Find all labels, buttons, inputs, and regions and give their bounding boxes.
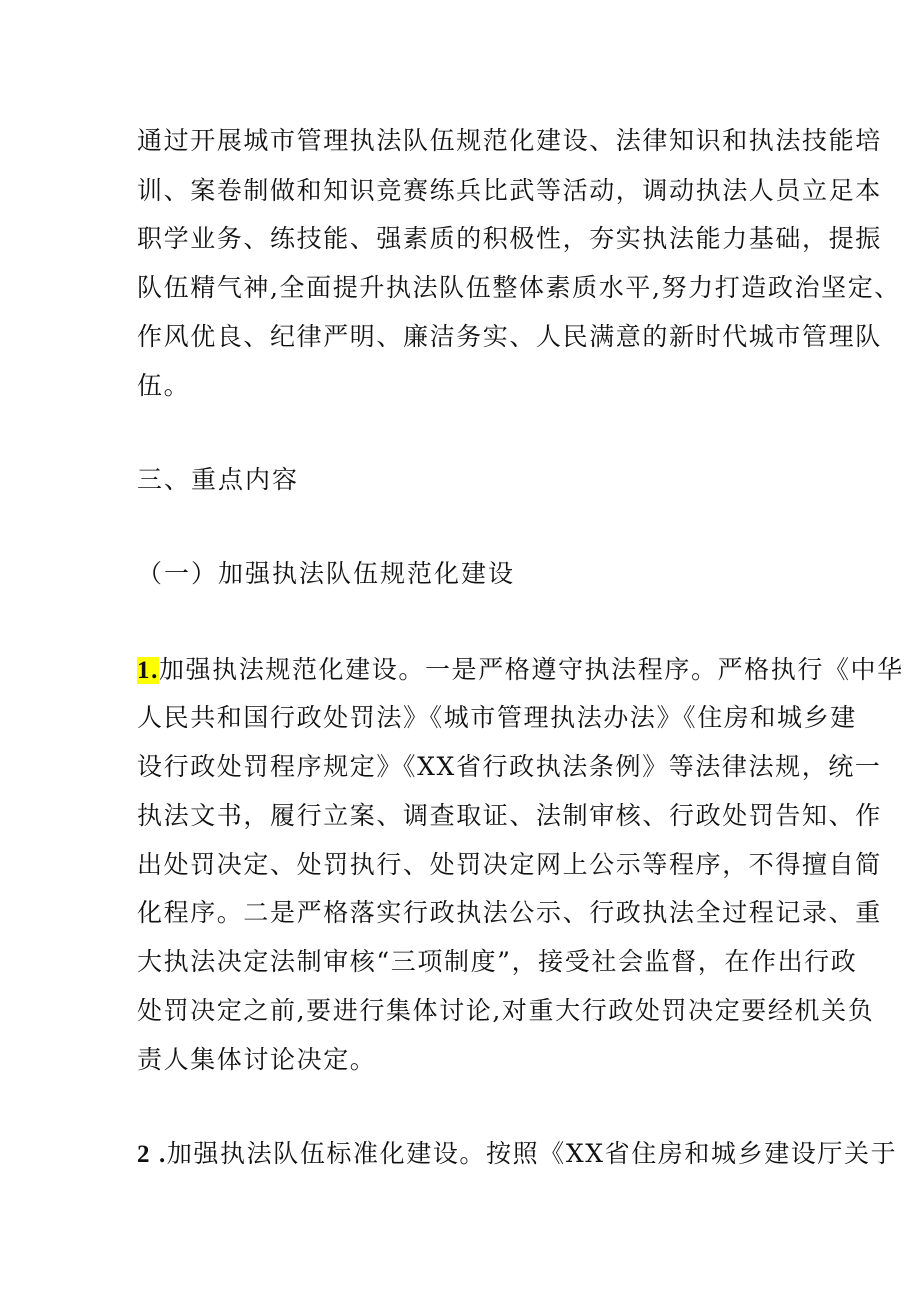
paragraph-line: 队伍精气神,全面提升执法队伍整体素质水平,努力打造政治坚定、 bbox=[137, 273, 901, 302]
item-1-first-line bbox=[137, 653, 904, 688]
item-1-number: 1. bbox=[137, 657, 159, 684]
subsection-heading: （一）加强执法队伍规范化建设 bbox=[137, 559, 516, 588]
item-2-first-line-text: 加强执法队伍标准化建设。按照《XX省住房和城乡建设厅关于 bbox=[166, 1139, 898, 1168]
section-heading: 三、重点内容 bbox=[137, 465, 300, 494]
paragraph-line: 作风优良、纪律严明、廉洁务实、人民满意的新时代城市管理队 bbox=[137, 322, 882, 351]
paragraph-line: 职学业务、练技能、强素质的积极性，夯实执法能力基础，提振 bbox=[137, 224, 882, 253]
paragraph-line: 设行政处罚程序规定》《XX省行政执法条例》等法律法规，统一 bbox=[137, 752, 882, 781]
paragraph-line: 化程序。二是严格落实行政执法公示、行政执法全过程记录、重 bbox=[137, 898, 882, 927]
item-2-first-line bbox=[137, 1137, 898, 1172]
paragraph-line: 通过开展城市管理执法队伍规范化建设、法律知识和执法技能培 bbox=[137, 126, 882, 155]
paragraph-line: 执法文书，履行立案、调查取证、法制审核、行政处罚告知、作 bbox=[137, 801, 882, 830]
paragraph-line: 处罚决定之前,要进行集体讨论,对重大行政处罚决定要经机关负 bbox=[137, 996, 875, 1025]
item-2-number: 2 . bbox=[137, 1141, 167, 1168]
paragraph-line: 训、案卷制做和知识竞赛练兵比武等活动，调动执法人员立足本 bbox=[137, 176, 882, 205]
paragraph-line: 大执法决定法制审核“三项制度”，接受社会监督，在作出行政 bbox=[137, 947, 858, 976]
paragraph-line: 责人集体讨论决定。 bbox=[137, 1045, 377, 1074]
paragraph-line: 人民共和国行政处罚法》《城市管理执法办法》《住房和城乡建 bbox=[137, 703, 857, 732]
paragraph-line: 伍。 bbox=[137, 371, 191, 400]
paragraph-line: 出处罚决定、处罚执行、处罚决定网上公示等程序，不得擅自简 bbox=[137, 850, 882, 879]
item-1-first-line-text: 加强执法规范化建设。一是严格遵守执法程序。严格执行《中华 bbox=[158, 655, 904, 684]
